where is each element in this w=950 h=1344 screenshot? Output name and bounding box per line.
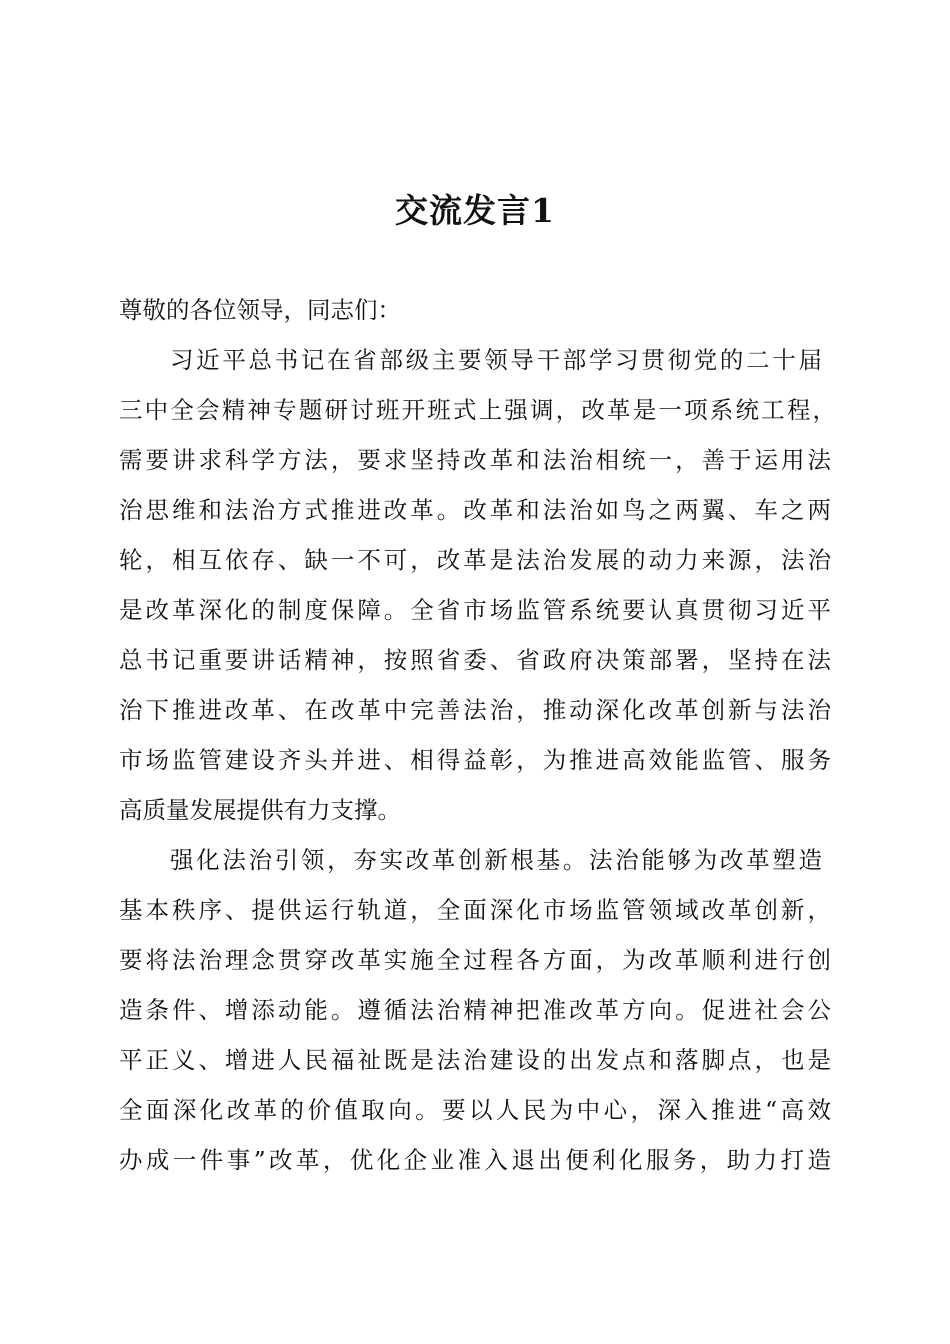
paragraph-1-line-3: 需要讲求科学方法，要求坚持改革和法治相统一，善于运用法 [119, 446, 831, 474]
salutation: 尊敬的各位领导，同志们： [119, 296, 401, 324]
paragraph-1-line-10: 高质量发展提供有力支撑。 [119, 796, 401, 824]
paragraph-1-line-1: 习近平总书记在省部级主要领导干部学习贯彻党的二十届 [170, 346, 822, 374]
paragraph-2-line-3: 要将法治理念贯穿改革实施全过程各方面，为改革顺利进行创 [119, 946, 831, 974]
paragraph-1-line-6: 是改革深化的制度保障。全省市场监管系统要认真贯彻习近平 [119, 596, 831, 624]
paragraph-1-line-8: 治下推进改革、在改革中完善法治，推动深化改革创新与法治 [119, 696, 831, 724]
paragraph-1-line-7: 总书记重要讲话精神，按照省委、省政府决策部署，坚持在法 [119, 646, 831, 674]
paragraph-1-line-2: 三中全会精神专题研讨班开班式上强调，改革是一项系统工程， [119, 396, 836, 424]
paragraph-2-line-6: 全面深化改革的价值取向。要以人民为中心，深入推进“高效 [119, 1096, 831, 1124]
paragraph-2-line-1: 强化法治引领，夯实改革创新根基。法治能够为改革塑造 [170, 846, 822, 874]
paragraph-2-line-2: 基本秩序、提供运行轨道，全面深化市场监管领域改革创新， [119, 896, 831, 924]
paragraph-1-line-9: 市场监管建设齐头并进、相得益彰，为推进高效能监管、服务 [119, 746, 831, 774]
document-title: 交流发言1 [395, 191, 555, 230]
paragraph-2-line-4: 造条件、增添动能。遵循法治精神把准改革方向。促进社会公 [119, 996, 831, 1024]
paragraph-1-line-5: 轮，相互依存、缺一不可，改革是法治发展的动力来源，法治 [119, 546, 831, 574]
paragraph-1-line-4: 治思维和法治方式推进改革。改革和法治如鸟之两翼、车之两 [119, 496, 831, 524]
paragraph-2-line-7: 办成一件事”改革，优化企业准入退出便利化服务，助力打造 [119, 1146, 831, 1174]
paragraph-2-line-5: 平正义、增进人民福祉既是法治建设的出发点和落脚点，也是 [119, 1046, 831, 1074]
